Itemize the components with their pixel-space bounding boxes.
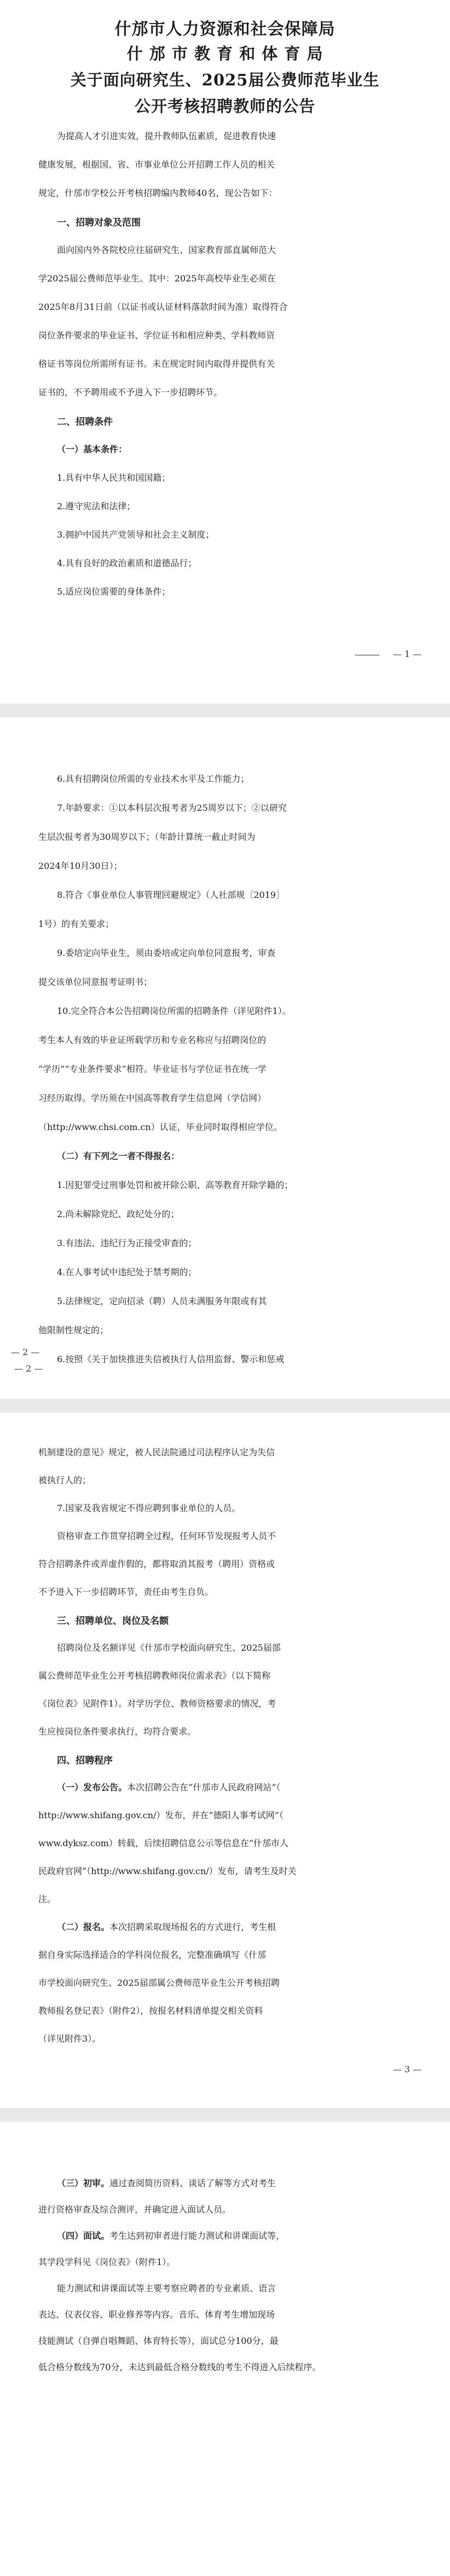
procedure-step-lead: （二）报名。 bbox=[57, 1922, 110, 1932]
body-text-line: 2.遵守宪法和法律； bbox=[57, 501, 136, 511]
page-number: — 3 — bbox=[393, 2064, 422, 2074]
issuer-line-1: 什邡市人力资源和社会保障局 bbox=[114, 20, 336, 39]
body-text-line: http://www.shifang.gov.cn/）发布，并在“德阳人事考试网”（ bbox=[38, 1810, 284, 1820]
body-text-line: 《岗位表》见附件1）。对学历学位、教师资格要求的情况，考 bbox=[38, 1698, 276, 1709]
body-text-line: 3.拥护中国共产党领导和社会主义制度； bbox=[57, 529, 215, 540]
section-heading: 一、招聘对象及范围 bbox=[57, 217, 141, 228]
procedure-step-lead: （三）初审。 bbox=[57, 2178, 110, 2188]
procedure-step-text: 通过查阅简历资料、谈话了解等方式对考生 bbox=[109, 2178, 276, 2188]
body-text-line bbox=[38, 1920, 416, 1933]
body-text-line: 5.适应岗位需要的身体条件； bbox=[57, 586, 171, 597]
body-text-line: 据自身实际选择适合的学科岗位报名，完整准确填写《什邡 bbox=[38, 1950, 267, 1960]
body-text-line: 健康发展，根据国、省、市事业单位公开招聘工作人员的相关 bbox=[38, 159, 275, 170]
body-text-line: 3.有违法、违纪行为正接受审查的； bbox=[57, 1238, 197, 1248]
body-text-line: 面向国内外各院校应往届研究生、国家教育部直属师范大 bbox=[57, 245, 276, 255]
body-text-line: 6.具有招聘岗位所需的专业技术水平及工作能力； bbox=[57, 774, 250, 784]
page-2-number: — 2 — bbox=[11, 1347, 40, 1357]
body-text-line: 民政府官网”（http://www.shifang.gov.cn/）发布，请考生及时关 bbox=[38, 1866, 297, 1876]
body-text-line: 10.完全符合本公告招聘岗位所需的招聘条件（详见附件1）。 bbox=[57, 1006, 291, 1016]
body-text-line: 生层次报考者为30周岁以下；（年龄计算统一截止时间为 bbox=[38, 832, 256, 842]
body-text-line: 注。 bbox=[38, 1894, 56, 1904]
procedure-step-text: 本次招聘采取现场报名的方式进行，考生根 bbox=[109, 1922, 276, 1932]
body-text-line: “学历”“专业条件要求”相符。毕业证书与学位证书在统一学 bbox=[38, 1064, 267, 1074]
body-text-line: 符合招聘条件或弄虚作假的，都将取消其报考（聘用）资格或 bbox=[38, 1559, 275, 1569]
body-text-line: 2024年10月30日）； bbox=[38, 861, 123, 871]
body-text-line: 提交该单位同意报考证明书； bbox=[38, 977, 153, 987]
page-gap bbox=[0, 1399, 450, 1413]
body-text-line: 进行资格审查及综合测评，并确定进入面试人员。 bbox=[38, 2204, 232, 2215]
body-text-line: 岗位条件要求的毕业证书、学位证书和相应种类、学科教师资 bbox=[38, 330, 275, 341]
procedure-step-lead: （一）发布公告。 bbox=[57, 1782, 128, 1793]
body-text-line: 规定，什邡市学校公开考核招聘编内教师40名，现公告如下： bbox=[38, 188, 278, 198]
body-text-line: 7.年龄要求：①以本科层次报考者为25周岁以下；②以研究 bbox=[57, 803, 287, 813]
page-number: — 1 — bbox=[393, 649, 422, 659]
body-text-line: 为提高人才引进实效，提升教师队伍素质，促进教育快速 bbox=[57, 131, 276, 141]
body-text-line: 9.委培定向毕业生，须由委培或定向单位同意报考，审查 bbox=[57, 948, 276, 958]
body-text-line: 8.符合《事业单位人事管理回避规定》（人社部规〔2019〕 bbox=[57, 890, 285, 900]
subsection-heading: （二）有下列之一者不得报名： bbox=[57, 1151, 180, 1161]
section-heading: 四、招聘程序 bbox=[57, 1755, 113, 1766]
body-text-line: 格证书等岗位所需所有证书。未在规定时间内取得并提供有关 bbox=[38, 359, 275, 369]
body-text-line: 被执行人的； bbox=[38, 1475, 91, 1485]
procedure-step-text: 本次招聘公告在“什邡市人民政府网站”（ bbox=[127, 1782, 281, 1793]
document-page-4 bbox=[0, 2122, 450, 2576]
body-text-line: 2025年8月31日前（以证书或认证材料落款时间为准）取得符合 bbox=[38, 302, 288, 312]
body-text-line: 学2025届公费师范毕业生。其中：2025年高校毕业生必须在 bbox=[38, 273, 276, 284]
body-text-line: 招聘岗位及名额详见《什邡市学校面向研究生、2025届部 bbox=[57, 1643, 281, 1653]
body-text-line: 习经历取得。学历须在中国高等教育学生信息网（学信网） bbox=[38, 1093, 267, 1103]
body-text-line: 其学段学科见《岗位表》（附件1）。 bbox=[38, 2257, 176, 2267]
document-page-2 bbox=[0, 717, 450, 1374]
body-text-line: 不予进入下一步招聘环节，责任由考生自负。 bbox=[38, 1587, 214, 1597]
body-text-line: （http://www.chsi.com.cn）认证，毕业同时取得相应学位。 bbox=[38, 1122, 282, 1132]
body-text-line: 生应按岗位条件要求执行，均符合要求。 bbox=[38, 1726, 197, 1737]
page-gap bbox=[0, 704, 450, 717]
body-text-line: 能力测试和讲课面试等主要考察应聘者的专业素质、语言 bbox=[57, 2283, 276, 2293]
body-text-line: 技能测试（自弹自唱舞蹈、体育特长等），面试总分100分，最 bbox=[38, 2336, 279, 2346]
body-text-line: 机制建设的意见》规定，被人民法院通过司法程序认定为失信 bbox=[38, 1447, 275, 1457]
issuer-line-2: 什 邡 市 教 育 和 体 育 局 bbox=[126, 44, 324, 63]
body-text-line: 5.法律规定，定向招录（聘）人员未满服务年限或有其 bbox=[57, 1296, 267, 1306]
body-text-line: 他限制性规定的； bbox=[38, 1325, 109, 1335]
page-gap bbox=[0, 2108, 450, 2122]
page-number: — 2 — bbox=[14, 1363, 43, 1374]
body-text-line: 市学校面向研究生、2025届部属公费师范毕业生公开考核招聘 bbox=[38, 1978, 280, 1988]
document-page-2-bottom bbox=[0, 1265, 450, 1266]
body-text-line: 属公费师范毕业生公开考核招聘教师岗位需求表》（以下简称 bbox=[38, 1670, 271, 1681]
body-text-line: 证书的，不予聘用或不予进入下一步招聘环节。 bbox=[38, 387, 223, 397]
procedure-step-text: 考生达到初审者进行能力测试和讲课面试等， bbox=[109, 2231, 285, 2241]
body-text-line: 1.因犯罪受过刑事处罚和被开除公职、高等教育开除学籍的； bbox=[57, 1180, 293, 1190]
body-text-line: 考生本人有效的毕业证所载学历和专业名称应与招聘岗位的 bbox=[38, 1035, 267, 1045]
body-text-line: 7.国家及我省规定不得应聘到事业单位的人员。 bbox=[57, 1503, 241, 1513]
notice-title-line-1: 关于面向研究生、2025届公费师范毕业生 bbox=[70, 71, 380, 89]
body-text-line: 低合格分数线为70分，未达到最低合格分数线的考生不得进入后续程序。 bbox=[38, 2362, 321, 2372]
body-text-line: 4.在人事考试中违纪处于禁考期的； bbox=[57, 1267, 197, 1277]
section-heading: 二、招聘条件 bbox=[57, 417, 113, 428]
document-page-1 bbox=[0, 0, 450, 704]
body-text-line: 2.尚未解除党纪、政纪处分的； bbox=[57, 1209, 180, 1219]
body-text-line: 资格审查工作贯穿招聘全过程，任何环节发现报考人员不 bbox=[57, 1531, 276, 1541]
body-text-line: 教师报名登记表》（附件2），按报名材料清单提交相关资料 bbox=[38, 2006, 263, 2016]
body-text-line: 4.具有良好的政治素质和道德品行； bbox=[57, 558, 197, 568]
body-text-line bbox=[38, 1780, 416, 1793]
body-text-line: www.dyksz.com）转载，后续招聘信息公示等信息在“什邡市人 bbox=[38, 1838, 289, 1848]
notice-title-line-2: 公开考核招聘教师的公告 bbox=[134, 97, 315, 116]
procedure-step-lead: （四）面试。 bbox=[57, 2231, 110, 2241]
body-text-line bbox=[38, 2176, 416, 2189]
body-text-line: （详见附件3）。 bbox=[38, 2033, 101, 2044]
subsection-heading: （一）基本条件： bbox=[57, 444, 128, 454]
body-text-line: 6.按照《关于加快推进失信被执行人信用监督、警示和惩戒 bbox=[57, 1354, 285, 1364]
body-text-line bbox=[38, 2229, 416, 2241]
document-page-3 bbox=[0, 1413, 450, 2108]
body-text-line: 1号）的有关要求； bbox=[38, 919, 114, 929]
body-text-line: 表达、仪表仪容、职业修养等内容。音乐、体育考生增加现场 bbox=[38, 2309, 275, 2320]
body-text-line: 1.具有中华人民共和国国籍； bbox=[57, 472, 171, 483]
section-heading: 三、招聘单位、岗位及名额 bbox=[57, 1616, 169, 1627]
